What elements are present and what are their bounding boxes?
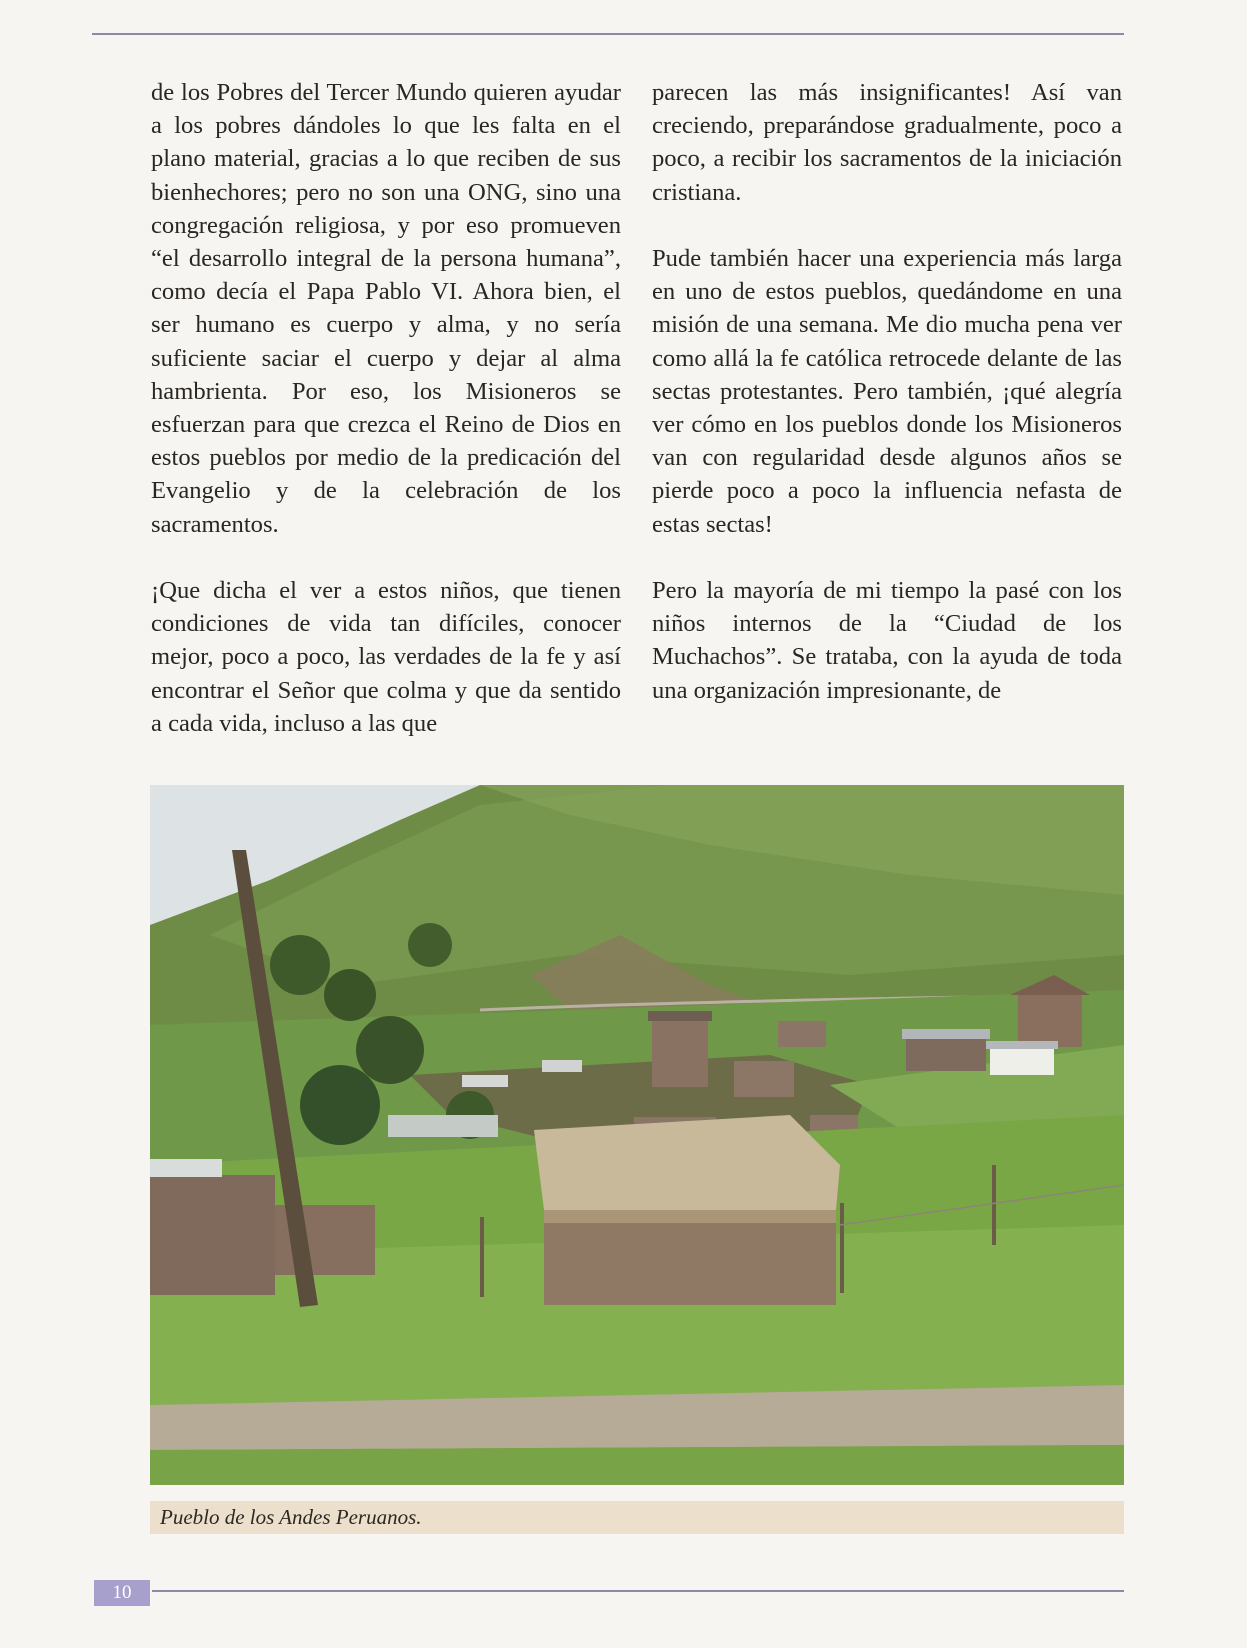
- page-number: 10: [94, 1580, 150, 1606]
- bottom-rule: [152, 1590, 1124, 1592]
- village-photo: [150, 785, 1124, 1485]
- paragraph: Pude también hacer una experiencia más larga en uno de estos pueblos, quedándome en una misión de una semana. Me dio mucha pena ver como allá la fe católica retrocede delante de las sectas protestantes. Pero también, ¡qué alegría ver cómo en los pueblos donde los Misioneros van con regularidad desde algunos años se pierde poco a poco la influencia nefasta de estas sectas!: [652, 245, 1122, 538]
- paragraph: de los Pobres del Tercer Mundo quieren ayudar a los pobres dándoles lo que les falta en el plano material, gracias a lo que reciben de sus bienhechores; pero no son una ONG, sino una congregación religiosa, y por eso promueven “el desarrollo integral de la persona humana”, como decía el Papa Pablo VI. Ahora bien, el ser humano es cuerpo y alma, y no sería suficiente saciar el cuerpo y dejar al alma hambrienta. Por eso, los Misioneros se esfuerzan para que crezca el Reino de Dios en estos pueblos por medio de la predicación del Evangelio y de la celebración de los sacramentos.: [151, 79, 621, 538]
- paragraph: parecen las más insignificantes! Así van creciendo, preparándose gradualmente, poco a poco, a recibir los sacramentos de la iniciación cristiana.: [652, 79, 1122, 206]
- photo-caption: Pueblo de los Andes Peruanos.: [150, 1501, 1124, 1534]
- right-column: [652, 76, 1122, 740]
- paragraph: Pero la mayoría de mi tiempo la pasé con los niños internos de la “Ciudad de los Muchachos”. Se trataba, con la ayuda de toda una organización impresionante, de: [652, 577, 1122, 704]
- left-column: [151, 76, 621, 773]
- paragraph: ¡Que dicha el ver a estos niños, que tienen condiciones de vida tan difíciles, conocer mejor, poco a poco, las verdades de la fe y así encontrar el Señor que colma y que da sentido a cada vida, incluso a las que: [151, 577, 621, 737]
- andes-village-illustration: [150, 785, 1124, 1485]
- top-rule: [92, 33, 1124, 35]
